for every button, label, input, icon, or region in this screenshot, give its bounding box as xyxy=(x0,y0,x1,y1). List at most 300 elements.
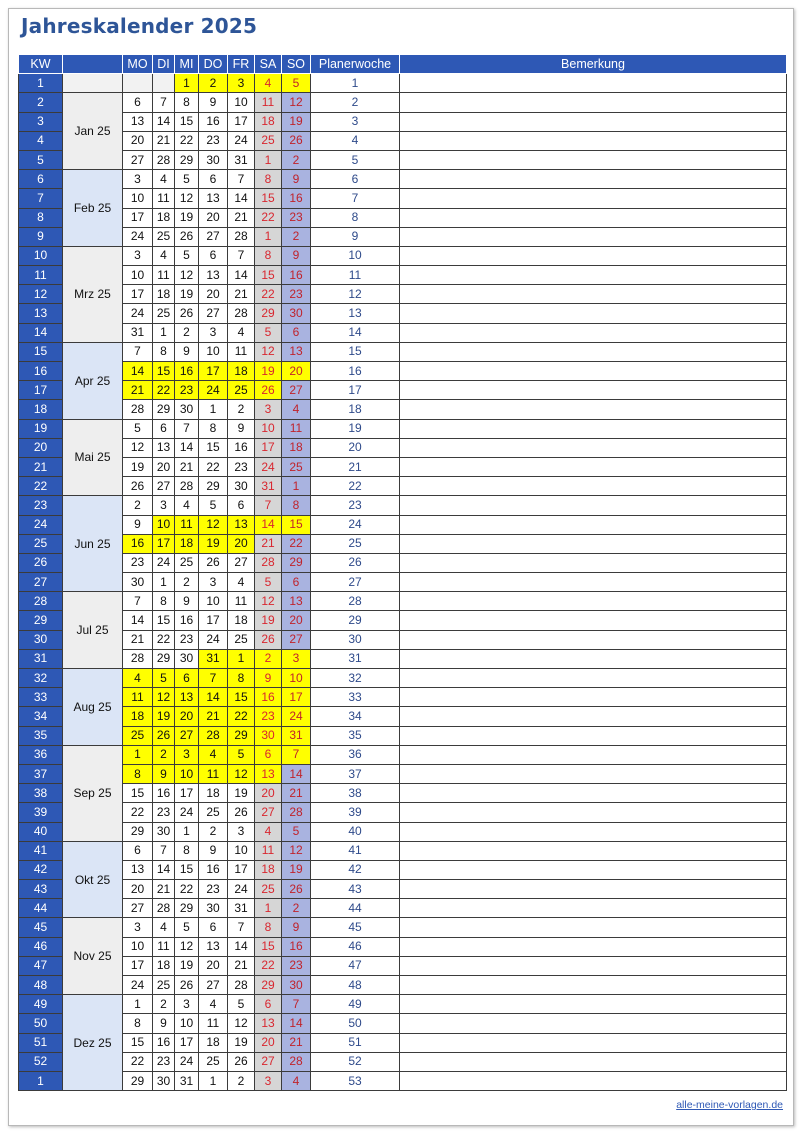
day-cell[interactable]: 20 xyxy=(153,457,175,476)
day-cell[interactable]: 26 xyxy=(123,477,153,496)
day-cell[interactable]: 12 xyxy=(255,592,282,611)
remark-cell[interactable] xyxy=(400,285,787,304)
day-cell[interactable]: 27 xyxy=(282,381,311,400)
day-cell[interactable]: 6 xyxy=(153,419,175,438)
day-cell[interactable]: 27 xyxy=(175,726,199,745)
day-cell[interactable]: 29 xyxy=(175,899,199,918)
day-cell[interactable]: 13 xyxy=(282,342,311,361)
day-cell[interactable]: 24 xyxy=(228,131,255,150)
day-cell[interactable]: 1 xyxy=(153,323,175,342)
day-cell[interactable]: 8 xyxy=(175,841,199,860)
remark-cell[interactable] xyxy=(400,496,787,515)
day-cell[interactable]: 17 xyxy=(153,534,175,553)
day-cell[interactable]: 14 xyxy=(228,189,255,208)
day-cell[interactable]: 1 xyxy=(282,477,311,496)
remark-cell[interactable] xyxy=(400,707,787,726)
day-cell[interactable]: 18 xyxy=(255,860,282,879)
day-cell[interactable]: 29 xyxy=(255,976,282,995)
day-cell[interactable]: 20 xyxy=(255,784,282,803)
day-cell[interactable]: 19 xyxy=(175,208,199,227)
day-cell[interactable]: 18 xyxy=(153,285,175,304)
day-cell[interactable]: 18 xyxy=(175,534,199,553)
day-cell[interactable]: 5 xyxy=(199,496,228,515)
day-cell[interactable]: 30 xyxy=(153,822,175,841)
day-cell[interactable]: 11 xyxy=(175,515,199,534)
day-cell[interactable]: 27 xyxy=(123,150,153,169)
day-cell[interactable]: 7 xyxy=(282,995,311,1014)
remark-cell[interactable] xyxy=(400,74,787,93)
remark-cell[interactable] xyxy=(400,899,787,918)
day-cell[interactable]: 25 xyxy=(123,726,153,745)
day-cell[interactable]: 23 xyxy=(123,553,153,572)
day-cell[interactable]: 10 xyxy=(228,93,255,112)
remark-cell[interactable] xyxy=(400,208,787,227)
day-cell[interactable]: 22 xyxy=(123,1052,153,1071)
remark-cell[interactable] xyxy=(400,112,787,131)
remark-cell[interactable] xyxy=(400,573,787,592)
day-cell[interactable]: 9 xyxy=(228,419,255,438)
day-cell[interactable]: 7 xyxy=(228,246,255,265)
day-cell[interactable]: 16 xyxy=(199,860,228,879)
day-cell[interactable]: 2 xyxy=(153,995,175,1014)
day-cell[interactable]: 25 xyxy=(199,803,228,822)
day-cell[interactable]: 25 xyxy=(282,457,311,476)
day-cell[interactable]: 21 xyxy=(153,880,175,899)
day-cell[interactable]: 24 xyxy=(123,304,153,323)
day-cell[interactable]: 31 xyxy=(255,477,282,496)
day-cell[interactable]: 6 xyxy=(255,995,282,1014)
day-cell[interactable]: 9 xyxy=(199,93,228,112)
day-cell[interactable]: 24 xyxy=(199,630,228,649)
day-cell[interactable]: 5 xyxy=(282,822,311,841)
day-cell[interactable]: 15 xyxy=(175,860,199,879)
day-cell[interactable]: 19 xyxy=(153,707,175,726)
day-cell[interactable]: 26 xyxy=(175,227,199,246)
day-cell[interactable]: 19 xyxy=(255,611,282,630)
day-cell[interactable]: 31 xyxy=(123,323,153,342)
day-cell[interactable]: 6 xyxy=(282,323,311,342)
day-cell[interactable]: 29 xyxy=(282,553,311,572)
day-cell[interactable]: 11 xyxy=(199,764,228,783)
day-cell[interactable]: 8 xyxy=(123,764,153,783)
day-cell[interactable]: 23 xyxy=(228,457,255,476)
day-cell[interactable]: 7 xyxy=(199,669,228,688)
day-cell[interactable]: 17 xyxy=(123,285,153,304)
day-cell[interactable]: 8 xyxy=(123,1014,153,1033)
day-cell[interactable]: 23 xyxy=(175,630,199,649)
day-cell[interactable]: 11 xyxy=(123,688,153,707)
day-cell[interactable]: 5 xyxy=(123,419,153,438)
day-cell[interactable]: 15 xyxy=(282,515,311,534)
day-cell[interactable]: 26 xyxy=(153,726,175,745)
day-cell[interactable]: 11 xyxy=(153,266,175,285)
day-cell[interactable]: 9 xyxy=(255,669,282,688)
day-cell[interactable]: 11 xyxy=(228,342,255,361)
remark-cell[interactable] xyxy=(400,841,787,860)
day-cell[interactable]: 10 xyxy=(255,419,282,438)
remark-cell[interactable] xyxy=(400,784,787,803)
day-cell[interactable]: 30 xyxy=(175,649,199,668)
day-cell[interactable]: 25 xyxy=(228,381,255,400)
day-cell[interactable]: 20 xyxy=(282,611,311,630)
day-cell[interactable]: 1 xyxy=(255,227,282,246)
remark-cell[interactable] xyxy=(400,803,787,822)
day-cell[interactable]: 28 xyxy=(282,1052,311,1071)
day-cell[interactable]: 6 xyxy=(228,496,255,515)
day-cell[interactable]: 16 xyxy=(282,266,311,285)
remark-cell[interactable] xyxy=(400,956,787,975)
day-cell[interactable]: 23 xyxy=(153,1052,175,1071)
day-cell[interactable]: 2 xyxy=(255,649,282,668)
day-cell[interactable]: 22 xyxy=(123,803,153,822)
day-cell[interactable]: 15 xyxy=(123,784,153,803)
day-cell[interactable]: 6 xyxy=(255,745,282,764)
day-cell[interactable]: 18 xyxy=(123,707,153,726)
remark-cell[interactable] xyxy=(400,342,787,361)
day-cell[interactable]: 14 xyxy=(255,515,282,534)
day-cell[interactable]: 20 xyxy=(123,880,153,899)
day-cell[interactable]: 1 xyxy=(199,1071,228,1090)
day-cell[interactable]: 22 xyxy=(228,707,255,726)
day-cell[interactable]: 16 xyxy=(282,189,311,208)
day-cell[interactable]: 1 xyxy=(153,573,175,592)
day-cell[interactable]: 24 xyxy=(123,227,153,246)
day-cell[interactable]: 25 xyxy=(228,630,255,649)
day-cell[interactable]: 30 xyxy=(199,899,228,918)
day-cell[interactable]: 7 xyxy=(228,170,255,189)
day-cell[interactable]: 13 xyxy=(123,860,153,879)
day-cell[interactable]: 18 xyxy=(228,362,255,381)
day-cell[interactable]: 21 xyxy=(282,784,311,803)
day-cell[interactable]: 15 xyxy=(153,362,175,381)
day-cell[interactable]: 30 xyxy=(175,400,199,419)
day-cell[interactable]: 17 xyxy=(175,1033,199,1052)
day-cell[interactable]: 25 xyxy=(153,976,175,995)
day-cell[interactable]: 21 xyxy=(175,457,199,476)
day-cell[interactable]: 26 xyxy=(175,976,199,995)
remark-cell[interactable] xyxy=(400,1014,787,1033)
day-cell[interactable]: 21 xyxy=(228,956,255,975)
remark-cell[interactable] xyxy=(400,688,787,707)
remark-cell[interactable] xyxy=(400,362,787,381)
day-cell[interactable]: 6 xyxy=(123,93,153,112)
day-cell[interactable]: 28 xyxy=(175,477,199,496)
day-cell[interactable]: 20 xyxy=(175,707,199,726)
day-cell[interactable]: 24 xyxy=(175,803,199,822)
day-cell[interactable]: 4 xyxy=(153,246,175,265)
day-cell[interactable]: 10 xyxy=(175,1014,199,1033)
day-cell[interactable]: 1 xyxy=(175,74,199,93)
day-cell[interactable]: 2 xyxy=(282,899,311,918)
day-cell[interactable]: 30 xyxy=(255,726,282,745)
day-cell[interactable]: 18 xyxy=(153,208,175,227)
day-cell[interactable]: 31 xyxy=(228,150,255,169)
remark-cell[interactable] xyxy=(400,189,787,208)
remark-cell[interactable] xyxy=(400,553,787,572)
day-cell[interactable]: 1 xyxy=(123,745,153,764)
remark-cell[interactable] xyxy=(400,534,787,553)
day-cell[interactable]: 27 xyxy=(199,976,228,995)
day-cell[interactable]: 15 xyxy=(199,438,228,457)
day-cell[interactable]: 21 xyxy=(123,630,153,649)
day-cell[interactable]: 30 xyxy=(123,573,153,592)
remark-cell[interactable] xyxy=(400,419,787,438)
day-cell[interactable]: 24 xyxy=(123,976,153,995)
day-cell[interactable]: 21 xyxy=(228,285,255,304)
day-cell[interactable]: 4 xyxy=(282,400,311,419)
day-cell[interactable]: 4 xyxy=(282,1071,311,1090)
day-cell[interactable]: 22 xyxy=(255,208,282,227)
remark-cell[interactable] xyxy=(400,918,787,937)
day-cell[interactable]: 15 xyxy=(228,688,255,707)
remark-cell[interactable] xyxy=(400,170,787,189)
day-cell[interactable]: 30 xyxy=(282,976,311,995)
day-cell[interactable]: 17 xyxy=(282,688,311,707)
day-cell[interactable]: 16 xyxy=(175,611,199,630)
remark-cell[interactable] xyxy=(400,880,787,899)
day-cell[interactable]: 5 xyxy=(175,918,199,937)
day-cell[interactable]: 7 xyxy=(153,93,175,112)
remark-cell[interactable] xyxy=(400,592,787,611)
day-cell[interactable]: 4 xyxy=(123,669,153,688)
day-cell[interactable]: 26 xyxy=(228,1052,255,1071)
day-cell[interactable]: 14 xyxy=(228,937,255,956)
remark-cell[interactable] xyxy=(400,860,787,879)
day-cell[interactable]: 31 xyxy=(228,899,255,918)
day-cell[interactable]: 20 xyxy=(255,1033,282,1052)
day-cell[interactable]: 21 xyxy=(282,1033,311,1052)
day-cell[interactable]: 21 xyxy=(228,208,255,227)
remark-cell[interactable] xyxy=(400,1033,787,1052)
day-cell[interactable]: 9 xyxy=(175,342,199,361)
day-cell[interactable]: 16 xyxy=(123,534,153,553)
day-cell[interactable]: 17 xyxy=(123,208,153,227)
day-cell[interactable]: 23 xyxy=(175,381,199,400)
day-cell[interactable]: 5 xyxy=(282,74,311,93)
day-cell[interactable]: 22 xyxy=(282,534,311,553)
day-cell[interactable]: 15 xyxy=(175,112,199,131)
day-cell[interactable]: 11 xyxy=(153,937,175,956)
day-cell[interactable]: 5 xyxy=(255,573,282,592)
day-cell[interactable]: 6 xyxy=(199,170,228,189)
day-cell[interactable]: 6 xyxy=(123,841,153,860)
day-cell[interactable]: 10 xyxy=(199,342,228,361)
day-cell[interactable]: 3 xyxy=(255,400,282,419)
day-cell[interactable]: 8 xyxy=(228,669,255,688)
day-cell[interactable]: 4 xyxy=(228,573,255,592)
day-cell[interactable]: 30 xyxy=(228,477,255,496)
day-cell[interactable]: 1 xyxy=(255,899,282,918)
day-cell[interactable]: 10 xyxy=(123,937,153,956)
remark-cell[interactable] xyxy=(400,745,787,764)
day-cell[interactable]: 4 xyxy=(255,74,282,93)
day-cell[interactable]: 18 xyxy=(199,1033,228,1052)
day-cell[interactable]: 4 xyxy=(199,745,228,764)
day-cell[interactable]: 9 xyxy=(153,764,175,783)
day-cell[interactable]: 18 xyxy=(199,784,228,803)
day-cell[interactable]: 1 xyxy=(255,150,282,169)
day-cell[interactable]: 3 xyxy=(123,246,153,265)
day-cell[interactable]: 19 xyxy=(282,860,311,879)
day-cell[interactable]: 3 xyxy=(153,496,175,515)
day-cell[interactable]: 9 xyxy=(199,841,228,860)
day-cell[interactable]: 12 xyxy=(199,515,228,534)
day-cell[interactable]: 17 xyxy=(228,860,255,879)
day-cell[interactable]: 7 xyxy=(175,419,199,438)
remark-cell[interactable] xyxy=(400,438,787,457)
day-cell[interactable]: 27 xyxy=(282,630,311,649)
day-cell[interactable]: 14 xyxy=(199,688,228,707)
day-cell[interactable]: 20 xyxy=(282,362,311,381)
day-cell[interactable]: 6 xyxy=(175,669,199,688)
day-cell[interactable]: 17 xyxy=(123,956,153,975)
day-cell[interactable]: 12 xyxy=(282,841,311,860)
day-cell[interactable]: 13 xyxy=(199,937,228,956)
day-cell[interactable]: 13 xyxy=(228,515,255,534)
remark-cell[interactable] xyxy=(400,976,787,995)
day-cell[interactable]: 27 xyxy=(199,227,228,246)
day-cell[interactable]: 14 xyxy=(153,112,175,131)
day-cell[interactable]: 16 xyxy=(175,362,199,381)
day-cell[interactable]: 14 xyxy=(175,438,199,457)
day-cell[interactable]: 8 xyxy=(255,170,282,189)
day-cell[interactable]: 7 xyxy=(282,745,311,764)
day-cell[interactable]: 27 xyxy=(199,304,228,323)
day-cell[interactable]: 28 xyxy=(228,304,255,323)
day-cell[interactable]: 2 xyxy=(175,573,199,592)
day-cell[interactable]: 6 xyxy=(282,573,311,592)
day-cell[interactable]: 14 xyxy=(228,266,255,285)
remark-cell[interactable] xyxy=(400,477,787,496)
day-cell[interactable]: 18 xyxy=(282,438,311,457)
day-cell[interactable]: 28 xyxy=(282,803,311,822)
remark-cell[interactable] xyxy=(400,1071,787,1090)
day-cell[interactable]: 10 xyxy=(123,266,153,285)
remark-cell[interactable] xyxy=(400,246,787,265)
remark-cell[interactable] xyxy=(400,822,787,841)
day-cell[interactable]: 8 xyxy=(255,918,282,937)
day-cell[interactable]: 19 xyxy=(175,956,199,975)
day-cell[interactable]: 25 xyxy=(153,227,175,246)
day-cell[interactable]: 14 xyxy=(282,1014,311,1033)
day-cell[interactable]: 16 xyxy=(153,1033,175,1052)
day-cell[interactable]: 29 xyxy=(123,822,153,841)
day-cell[interactable]: 8 xyxy=(282,496,311,515)
day-cell[interactable]: 19 xyxy=(123,457,153,476)
day-cell[interactable]: 16 xyxy=(153,784,175,803)
day-cell[interactable]: 8 xyxy=(153,592,175,611)
day-cell[interactable]: 3 xyxy=(255,1071,282,1090)
day-cell[interactable]: 27 xyxy=(255,1052,282,1071)
day-cell[interactable]: 28 xyxy=(123,400,153,419)
day-cell[interactable]: 11 xyxy=(255,841,282,860)
day-cell[interactable]: 7 xyxy=(228,918,255,937)
day-cell[interactable]: 27 xyxy=(153,477,175,496)
day-cell[interactable]: 2 xyxy=(123,496,153,515)
day-cell[interactable]: 19 xyxy=(175,285,199,304)
day-cell[interactable]: 22 xyxy=(153,381,175,400)
day-cell[interactable]: 16 xyxy=(199,112,228,131)
day-cell[interactable]: 15 xyxy=(153,611,175,630)
day-cell[interactable]: 11 xyxy=(199,1014,228,1033)
day-cell[interactable]: 29 xyxy=(228,726,255,745)
day-cell[interactable]: 12 xyxy=(228,1014,255,1033)
day-cell[interactable]: 26 xyxy=(282,880,311,899)
day-cell[interactable]: 18 xyxy=(153,956,175,975)
day-cell[interactable]: 11 xyxy=(153,189,175,208)
day-cell[interactable]: 3 xyxy=(199,323,228,342)
day-cell[interactable]: 23 xyxy=(282,285,311,304)
day-cell[interactable]: 29 xyxy=(255,304,282,323)
day-cell[interactable]: 12 xyxy=(123,438,153,457)
day-cell[interactable]: 24 xyxy=(153,553,175,572)
day-cell[interactable]: 2 xyxy=(228,1071,255,1090)
day-cell[interactable]: 20 xyxy=(199,208,228,227)
day-cell[interactable]: 1 xyxy=(123,995,153,1014)
day-cell[interactable]: 17 xyxy=(228,112,255,131)
remark-cell[interactable] xyxy=(400,457,787,476)
day-cell[interactable]: 23 xyxy=(153,803,175,822)
day-cell[interactable]: 21 xyxy=(255,534,282,553)
day-cell[interactable]: 2 xyxy=(199,74,228,93)
day-cell[interactable]: 3 xyxy=(228,822,255,841)
day-cell[interactable]: 28 xyxy=(255,553,282,572)
day-cell[interactable]: 16 xyxy=(228,438,255,457)
day-cell[interactable]: 24 xyxy=(175,1052,199,1071)
day-cell[interactable]: 14 xyxy=(123,611,153,630)
day-cell[interactable]: 19 xyxy=(282,112,311,131)
day-cell[interactable]: 7 xyxy=(153,841,175,860)
day-cell[interactable]: 24 xyxy=(282,707,311,726)
day-cell[interactable]: 24 xyxy=(228,880,255,899)
day-cell[interactable]: 4 xyxy=(199,995,228,1014)
day-cell[interactable]: 10 xyxy=(175,764,199,783)
footer-link[interactable]: alle-meine-vorlagen.de xyxy=(676,1099,783,1111)
day-cell[interactable]: 5 xyxy=(255,323,282,342)
day-cell[interactable]: 21 xyxy=(199,707,228,726)
day-cell[interactable]: 30 xyxy=(282,304,311,323)
day-cell[interactable]: 23 xyxy=(282,208,311,227)
day-cell[interactable]: 11 xyxy=(282,419,311,438)
day-cell[interactable]: 12 xyxy=(228,764,255,783)
day-cell[interactable]: 4 xyxy=(228,323,255,342)
day-cell[interactable]: 5 xyxy=(175,246,199,265)
day-cell[interactable]: 26 xyxy=(199,553,228,572)
remark-cell[interactable] xyxy=(400,150,787,169)
day-cell[interactable]: 29 xyxy=(153,400,175,419)
remark-cell[interactable] xyxy=(400,515,787,534)
day-cell[interactable]: 24 xyxy=(199,381,228,400)
remark-cell[interactable] xyxy=(400,304,787,323)
day-cell[interactable]: 12 xyxy=(175,189,199,208)
day-cell[interactable]: 19 xyxy=(199,534,228,553)
day-cell[interactable]: 26 xyxy=(255,381,282,400)
day-cell[interactable]: 26 xyxy=(282,131,311,150)
remark-cell[interactable] xyxy=(400,764,787,783)
day-cell[interactable]: 2 xyxy=(282,227,311,246)
day-cell[interactable]: 15 xyxy=(255,189,282,208)
day-cell[interactable]: 10 xyxy=(199,592,228,611)
day-cell[interactable]: 10 xyxy=(153,515,175,534)
remark-cell[interactable] xyxy=(400,611,787,630)
day-cell[interactable]: 28 xyxy=(153,150,175,169)
day-cell[interactable]: 31 xyxy=(199,649,228,668)
day-cell[interactable]: 15 xyxy=(255,266,282,285)
remark-cell[interactable] xyxy=(400,669,787,688)
day-cell[interactable]: 7 xyxy=(123,342,153,361)
day-cell[interactable]: 11 xyxy=(255,93,282,112)
day-cell[interactable]: 31 xyxy=(175,1071,199,1090)
